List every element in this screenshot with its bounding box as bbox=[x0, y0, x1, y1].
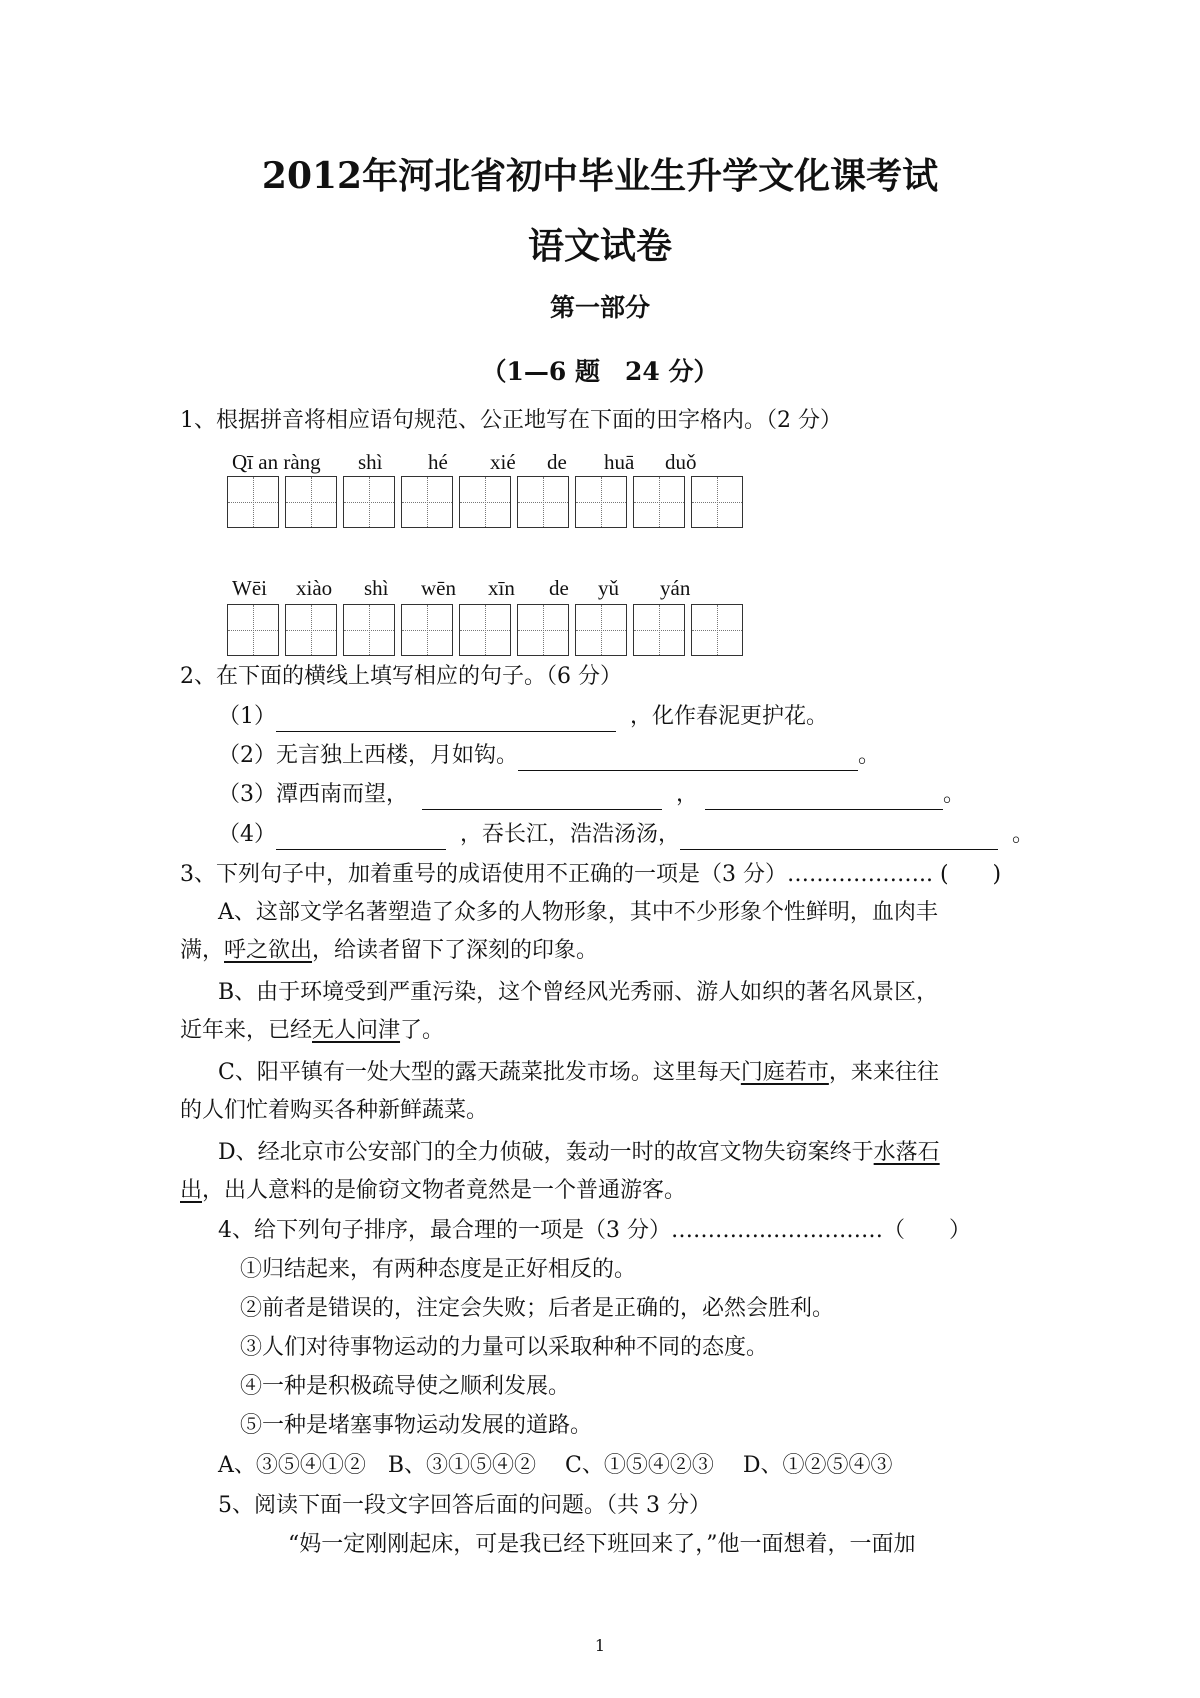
tianzi-cell[interactable] bbox=[401, 604, 453, 656]
pinyin-syllable: xiào bbox=[296, 576, 333, 600]
tianzi-cell[interactable] bbox=[633, 604, 685, 656]
pinyin-syllable: de bbox=[549, 576, 569, 600]
q2-line3-prefix: （3）潭西南而望， bbox=[218, 782, 408, 807]
tianzi-cell[interactable] bbox=[459, 476, 511, 528]
q2-line1-prefix: （1） bbox=[218, 704, 276, 729]
tianzi-cell[interactable] bbox=[401, 476, 453, 528]
q1-stem: 1、根据拼音将相应语句规范、公正地写在下面的田字格内。（2 分） bbox=[180, 408, 842, 433]
q2-line4-suffix: 。 bbox=[1012, 822, 1035, 847]
q3-c-idiom: 门庭若市 bbox=[740, 1060, 829, 1085]
exam-title: 2012年河北省初中毕业生升学文化课考试 bbox=[261, 155, 939, 197]
pinyin-syllable: huā bbox=[604, 450, 635, 474]
tianzi-cell[interactable] bbox=[517, 604, 569, 656]
q2-line2-prefix: （2）无言独上西楼，月如钩。 bbox=[218, 743, 518, 768]
q3-option-a-line1: A、这部文学名著塑造了众多的人物形象，其中不少形象个性鲜明，血肉丰 bbox=[218, 900, 938, 925]
pinyin-syllable: xīn bbox=[488, 576, 515, 600]
pinyin-syllable: Wēi bbox=[232, 576, 267, 600]
q3-option-b-line2 bbox=[180, 1016, 444, 1046]
pinyin-syllable: duǒ bbox=[665, 450, 697, 474]
q2-line4-prefix: （4） bbox=[218, 822, 276, 847]
q4-sentence-3: ③人们对待事物运动的力量可以采取种种不同的态度。 bbox=[240, 1335, 769, 1360]
q4-sentence-5: ⑤一种是堵塞事物运动发展的道路。 bbox=[240, 1413, 593, 1438]
q3-d-idiom-part2: 出 bbox=[180, 1178, 203, 1203]
tianzi-cell[interactable] bbox=[227, 476, 279, 528]
pinyin-syllable: yán bbox=[660, 576, 691, 600]
q3-a-idiom: 呼之欲出 bbox=[224, 938, 313, 963]
q2-line3 bbox=[218, 780, 965, 810]
q3-option-a-line2 bbox=[180, 936, 598, 966]
q4-sentence-1: ①归结起来，有两种态度是正好相反的。 bbox=[240, 1257, 637, 1282]
part-range: （1—6 题 24 分） bbox=[481, 357, 719, 386]
part-heading: 第一部分 bbox=[549, 293, 650, 322]
q2-blank-6[interactable] bbox=[680, 823, 998, 850]
tianzi-cell[interactable] bbox=[633, 476, 685, 528]
q2-blank-4[interactable] bbox=[705, 783, 943, 810]
q4-stem: 4、给下列句子排序，最合理的一项是（3 分）…………..……………（ ） bbox=[218, 1218, 971, 1243]
q2-line4-mid: ，吞长江，浩浩汤汤， bbox=[460, 822, 681, 847]
q2-line3-suffix: 。 bbox=[943, 782, 966, 807]
q4-sentence-2: ②前者是错误的，注定会失败；后者是正确的，必然会胜利。 bbox=[240, 1296, 835, 1321]
q3-option-d-line2 bbox=[180, 1176, 686, 1206]
q3-c-pre: C、阳平镇有一处大型的露天蔬菜批发市场。这里每天 bbox=[218, 1060, 741, 1085]
pinyin-syllable: shì bbox=[358, 450, 383, 474]
q4-sentence-4: ④一种是积极疏导使之顺利发展。 bbox=[240, 1374, 571, 1399]
pinyin-syllable: wēn bbox=[421, 576, 456, 600]
tianzi-cell[interactable] bbox=[517, 476, 569, 528]
pinyin-syllable: de bbox=[547, 450, 567, 474]
q5-passage-line1: “妈一定刚刚起床，可是我已经下班回来了，”他一面想着，一面加 bbox=[288, 1532, 916, 1557]
pinyin-syllable: Qī an ràng bbox=[232, 450, 321, 474]
q3-option-c-line2: 的人们忙着购买各种新鲜蔬菜。 bbox=[180, 1098, 489, 1123]
q2-line2 bbox=[218, 741, 880, 771]
q3-d-idiom-part1: 水落石 bbox=[873, 1140, 940, 1165]
tianzi-cell[interactable] bbox=[343, 604, 395, 656]
q2-stem: 2、在下面的横线上填写相应的句子。（6 分） bbox=[180, 664, 622, 689]
page-number: 1 bbox=[594, 1636, 606, 1655]
q3-d-post: ，出人意料的是偷窃文物者竟然是一个普通游客。 bbox=[202, 1178, 687, 1203]
pinyin-syllable: yǔ bbox=[598, 576, 619, 600]
exam-subject: 语文试卷 bbox=[527, 225, 672, 267]
q3-b-idiom: 无人问津 bbox=[312, 1018, 401, 1043]
q3-option-c-line1 bbox=[218, 1058, 939, 1088]
pinyin-syllable: shì bbox=[364, 576, 389, 600]
tianzi-cell[interactable] bbox=[285, 604, 337, 656]
q3-d-pre: D、经北京市公安部门的全力侦破，轰动一时的故宫文物失窃案终于 bbox=[218, 1140, 874, 1165]
tianzi-cell[interactable] bbox=[691, 604, 743, 656]
pinyin-syllable: hé bbox=[428, 450, 448, 474]
q3-b-pre: 近年来，已经 bbox=[180, 1018, 313, 1043]
q2-line4 bbox=[218, 820, 1034, 850]
pinyin-syllable: xié bbox=[490, 450, 516, 474]
q1-grid-row1 bbox=[227, 476, 743, 528]
q3-c-post: ，来来往往 bbox=[828, 1060, 939, 1085]
tianzi-cell[interactable] bbox=[285, 476, 337, 528]
q3-b-post: 了。 bbox=[400, 1018, 445, 1043]
q2-blank-5[interactable] bbox=[276, 823, 446, 850]
q2-line2-suffix: 。 bbox=[858, 743, 881, 768]
q3-option-b-line1: B、由于环境受到严重污染，这个曾经风光秀丽、游人如织的著名风景区， bbox=[218, 980, 939, 1005]
tianzi-cell[interactable] bbox=[575, 604, 627, 656]
q3-a-post: ，给读者留下了深刻的印象。 bbox=[312, 938, 599, 963]
tianzi-cell[interactable] bbox=[691, 476, 743, 528]
q3-stem: 3、下列句子中，加着重号的成语使用不正确的一项是（3 分）……………….. ( ) bbox=[180, 862, 1002, 887]
tianzi-cell[interactable] bbox=[227, 604, 279, 656]
tianzi-cell[interactable] bbox=[575, 476, 627, 528]
q2-line1 bbox=[218, 702, 828, 732]
q2-blank-3[interactable] bbox=[422, 783, 662, 810]
tianzi-cell[interactable] bbox=[459, 604, 511, 656]
q2-line1-suffix: ，化作春泥更护花。 bbox=[630, 704, 829, 729]
tianzi-cell[interactable] bbox=[343, 476, 395, 528]
q5-stem: 5、阅读下面一段文字回答后面的问题。（共 3 分） bbox=[218, 1493, 711, 1518]
q4-options: A、③⑤④①② B、③①⑤④② C、①⑤④②③ D、①②⑤④③ bbox=[218, 1453, 893, 1478]
q3-a-pre: 满， bbox=[180, 938, 225, 963]
q2-blank-1[interactable] bbox=[276, 705, 616, 732]
q2-line3-mid: ， bbox=[676, 782, 699, 807]
q2-blank-2[interactable] bbox=[518, 744, 858, 771]
q1-grid-row2 bbox=[227, 604, 743, 656]
q3-option-d-line1 bbox=[218, 1138, 940, 1168]
